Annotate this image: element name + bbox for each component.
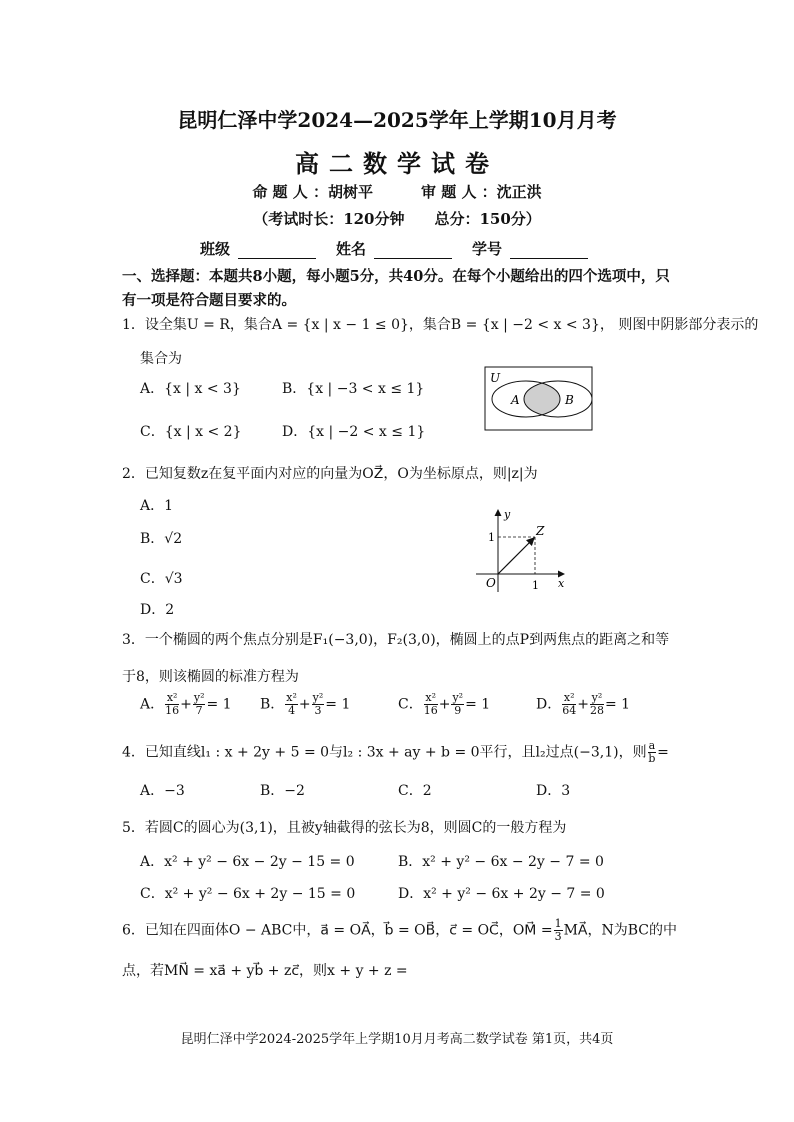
name-label: 姓名 <box>336 240 367 258</box>
q4-option-c[interactable]: C．2 <box>398 783 432 799</box>
q3-option-b[interactable] <box>260 692 350 717</box>
equals-one: = 1 <box>206 696 232 713</box>
section-heading-line2: 有一项是符合题目要求的。 <box>122 292 296 309</box>
q2-option-c[interactable]: C．√3 <box>140 571 183 587</box>
q5-option-c[interactable]: C．x² + y² − 6x + 2y − 15 = 0 <box>140 886 356 902</box>
exam-info: （考试时长：120分钟 总分：150分） <box>253 210 541 228</box>
equals-one: = 1 <box>465 696 491 713</box>
q6-stem-line2: 点，若MN⃗ = xa⃗ + yb⃗ + zc⃗，则x + y + z = <box>122 963 408 979</box>
q3-option-b-letter: B． <box>260 696 285 713</box>
q1-stem-line2: 集合为 <box>140 351 182 367</box>
venn-diagram <box>484 366 594 432</box>
author-label: 命 题 人 ：胡树平 <box>252 183 373 201</box>
exam-title: 昆明仁泽中学2024—2025学年上学期10月月考 <box>177 108 617 132</box>
q4-stem <box>122 740 669 765</box>
q1-option-c[interactable]: C．{x | x < 2} <box>140 424 242 440</box>
exam-subtitle: 高二数学试卷 <box>295 149 499 178</box>
q4-option-a[interactable]: A．−3 <box>140 783 185 799</box>
q1-option-b[interactable]: B．{x | −3 < x ≤ 1} <box>282 381 425 397</box>
q4-fraction <box>648 740 657 765</box>
q4-option-b[interactable]: B．−2 <box>260 783 305 799</box>
reviewer-label: 审 题 人 ：沈正洪 <box>421 183 542 201</box>
author-line <box>0 181 794 202</box>
q4-option-d[interactable]: D．3 <box>536 783 571 799</box>
frac-den: 3 <box>554 930 562 943</box>
section-heading-line1: 一、选择题：本题共8小题，每小题5分，共40分。在每个小题给出的四个选项中，只 <box>122 268 670 285</box>
q3-stem-line1: 3．一个椭圆的两个焦点分别是F₁(−3,0)，F₂(3,0)，椭圆上的点P到两焦点的距离之和等 <box>122 632 670 648</box>
venn-u-label: U <box>490 371 501 385</box>
q3-option-c-letter: C． <box>398 696 423 713</box>
q1-option-a[interactable]: A．{x | x < 3} <box>140 381 241 397</box>
frac-den: b <box>648 752 656 765</box>
id-label: 学号 <box>472 240 503 258</box>
q2-option-a[interactable]: A．1 <box>140 498 174 514</box>
frac-num: y² <box>193 691 205 704</box>
frac-den: 9 <box>454 704 462 717</box>
frac-den: 16 <box>423 704 438 717</box>
plus-sign: + <box>438 696 451 713</box>
frac-den: 64 <box>562 704 577 717</box>
frac-num: x² <box>425 691 437 704</box>
page-footer: 昆明仁泽中学2024-2025学年上学期10月月考高二数学试卷 第1页，共4页 <box>180 1032 614 1047</box>
frac-num: y² <box>452 691 464 704</box>
q6-stem-part2: MA⃗，N为BC的中 <box>563 922 677 939</box>
name-blank[interactable] <box>374 242 452 259</box>
origin-label: O <box>486 576 496 590</box>
x-axis-label: x <box>558 577 565 590</box>
point-z-label: Z <box>536 524 545 538</box>
q2-stem: 2．已知复数z在复平面内对应的向量为OZ⃗，O为坐标原点，则|z|为 <box>122 466 538 482</box>
frac-num: a <box>648 739 656 752</box>
frac-num: x² <box>563 691 575 704</box>
equals-one: = 1 <box>325 696 351 713</box>
q6-stem-part1: 6．已知在四面体O − ABC中，a⃗ = OA⃗，b⃗ = OB⃗，c⃗ = OC⃗，OM⃗ = <box>122 922 553 939</box>
frac-num: y² <box>591 691 603 704</box>
y-tick-one: 1 <box>488 531 495 544</box>
frac-num: x² <box>286 691 297 704</box>
venn-a-label: A <box>511 393 520 407</box>
q3-option-a[interactable] <box>140 692 232 717</box>
q6-stem-line1 <box>122 918 677 943</box>
q5-stem: 5．若圆C的圆心为(3,1)，且被y轴截得的弦长为8，则圆C的一般方程为 <box>122 820 567 836</box>
complex-plane-figure <box>472 504 572 596</box>
class-label: 班级 <box>200 240 231 258</box>
q4-stem-tail: = <box>657 744 669 761</box>
venn-b-label: B <box>565 393 574 407</box>
x-tick-one: 1 <box>532 579 539 592</box>
q3-option-a-letter: A． <box>140 696 165 713</box>
frac-den: 7 <box>195 704 203 717</box>
q3-option-d-letter: D． <box>536 696 562 713</box>
q5-option-b[interactable]: B．x² + y² − 6x − 2y − 7 = 0 <box>398 854 604 870</box>
q3-option-d[interactable] <box>536 692 630 717</box>
q6-fraction <box>554 918 563 943</box>
q2-option-b[interactable]: B．√2 <box>140 531 183 547</box>
q3-option-c[interactable] <box>398 692 490 717</box>
plus-sign: + <box>180 696 192 713</box>
student-info-row <box>200 238 608 259</box>
q3-stem-line2: 于8，则该椭圆的标准方程为 <box>122 669 299 685</box>
frac-den: 4 <box>288 704 296 717</box>
q4-stem-text: 4．已知直线l₁ : x + 2y + 5 = 0与l₂ : 3x + ay + b = 0平行，且l₂过点(−3,1)，则 <box>122 744 647 761</box>
q5-option-d[interactable]: D．x² + y² − 6x + 2y − 7 = 0 <box>398 886 605 902</box>
frac-den: 3 <box>314 704 322 717</box>
frac-den: 16 <box>165 704 180 717</box>
plus-sign: + <box>298 696 311 713</box>
frac-num: x² <box>166 691 178 704</box>
frac-num: 1 <box>554 917 562 930</box>
frac-den: 28 <box>589 704 604 717</box>
class-blank[interactable] <box>238 242 316 259</box>
q2-option-d[interactable]: D．2 <box>140 602 175 618</box>
plus-sign: + <box>577 696 589 713</box>
equals-one: = 1 <box>604 696 631 713</box>
vector-oz-arrow <box>498 538 534 574</box>
frac-num: y² <box>312 691 324 704</box>
id-blank[interactable] <box>510 242 588 259</box>
q5-option-a[interactable]: A．x² + y² − 6x − 2y − 15 = 0 <box>140 854 355 870</box>
q1-option-d[interactable]: D．{x | −2 < x ≤ 1} <box>282 424 426 440</box>
y-axis-label: y <box>504 508 511 521</box>
q1-stem-line1: 1．设全集U = R，集合A = {x | x − 1 ≤ 0}，集合B = {x | −2 < x < 3}， 则图中阴影部分表示的 <box>122 317 759 333</box>
